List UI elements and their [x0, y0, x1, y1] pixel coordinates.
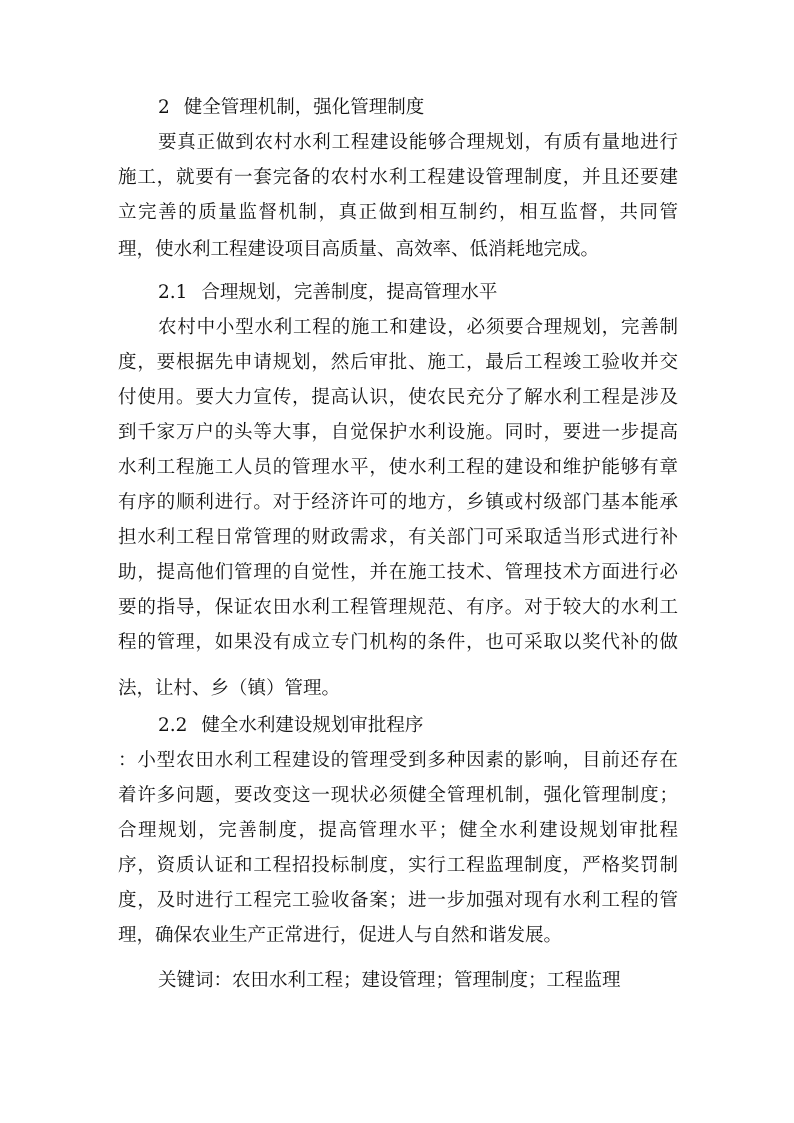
paragraph-line: 序，资质认证和工程招投标制度，实行工程监理制度，严格奖罚制: [118, 855, 678, 876]
paragraph-line: 农村中小型水利工程的施工和建设，必须要合理规划，完善制: [158, 317, 678, 338]
paragraph-line: 法，让村、乡（镇）管理。: [118, 678, 341, 699]
paragraph-line: 着许多问题，要改变这一现状必须健全管理机制，强化管理制度；: [118, 785, 678, 806]
paragraph-line: 立完善的质量监督机制，真正做到相互制约，相互监督，共同管: [118, 202, 678, 223]
section-heading-2: [158, 97, 678, 119]
section-heading-2-1: [158, 282, 678, 304]
paragraph-line: 有序的顺利进行。对于经济许可的地方，乡镇或村级部门基本能承: [118, 492, 678, 513]
paragraph-line: 要真正做到农村水利工程建设能够合理规划，有质有量地进行: [158, 132, 678, 153]
heading-title: 健全水利建设规划审批程序: [201, 715, 424, 736]
paragraph-line: 到千家万户的头等大事，自觉保护水利设施。同时，要进一步提高: [118, 422, 678, 443]
paragraph-line: 水利工程施工人员的管理水平，使水利工程的建设和维护能够有章: [118, 457, 678, 478]
paragraph-line: 助，提高他们管理的自觉性，并在施工技术、管理技术方面进行必: [118, 562, 678, 583]
paragraph-line: 度，及时进行工程完工验收备案；进一步加强对现有水利工程的管: [118, 890, 678, 911]
heading-number: 2: [158, 97, 170, 118]
paragraph-line: 要的指导，保证农田水利工程管理规范、有序。对于较大的水利工: [118, 597, 678, 618]
paragraph-line: 担水利工程日常管理的财政需求，有关部门可采取适当形式进行补: [118, 527, 678, 548]
heading-title: 健全管理机制，强化管理制度: [183, 97, 425, 118]
paragraph-line: ：小型农田水利工程建设的管理受到多种因素的影响，目前还存在: [118, 750, 678, 771]
heading-number: 2.2: [158, 715, 188, 736]
keywords-line: 关键词：农田水利工程；建设管理；管理制度；工程监理: [158, 970, 621, 991]
paragraph-line: 程的管理，如果没有成立专门机构的条件，也可采取以奖代补的做: [118, 632, 678, 653]
section-heading-2-2: [158, 715, 678, 737]
paragraph-line: 合理规划，完善制度，提高管理水平；健全水利建设规划审批程: [118, 820, 678, 841]
paragraph-line: 付使用。要大力宣传，提高认识，使农民充分了解水利工程是涉及: [118, 387, 678, 408]
paragraph-line: 度，要根据先申请规划，然后审批、施工，最后工程竣工验收并交: [118, 352, 678, 373]
paragraph-line: 施工，就要有一套完备的农村水利工程建设管理制度，并且还要建: [118, 167, 678, 188]
paragraph-line: 理，确保农业生产正常进行，促进人与自然和谐发展。: [118, 925, 563, 946]
heading-title: 合理规划，完善制度，提高管理水平: [201, 282, 498, 303]
heading-number: 2.1: [158, 282, 188, 303]
paragraph-line: 理，使水利工程建设项目高质量、高效率、低消耗地完成。: [118, 239, 600, 260]
